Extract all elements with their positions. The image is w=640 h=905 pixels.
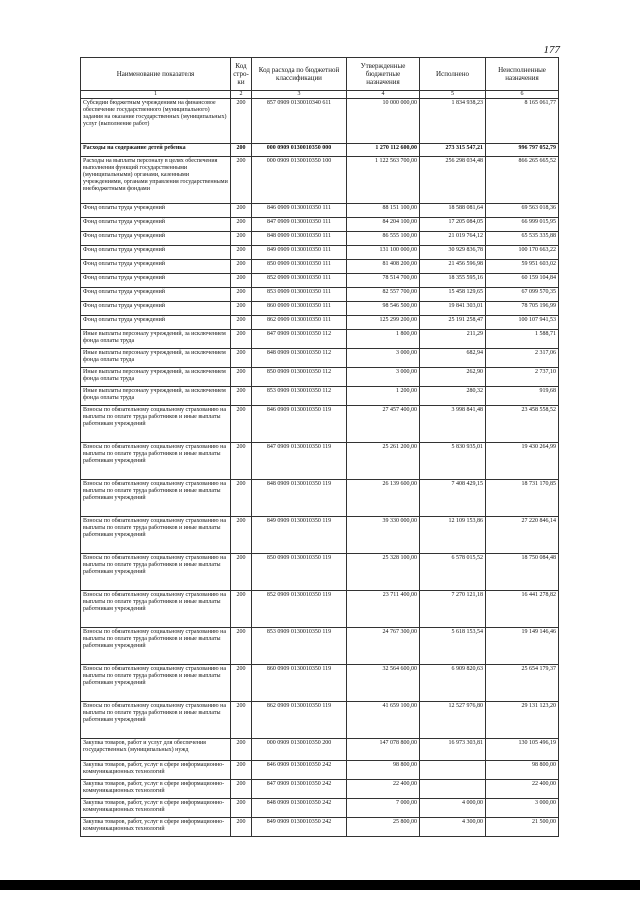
row-remaining-amount: 78 705 196,99 bbox=[486, 302, 559, 316]
row-budget-code: 847 0909 0130010350 112 bbox=[252, 330, 347, 349]
table-row bbox=[81, 246, 559, 260]
table-row bbox=[81, 702, 559, 739]
table-row bbox=[81, 232, 559, 246]
row-indicator-name: Закупка товаров, работ и услуг для обеспечения государственных (муниципальных) нужд bbox=[81, 739, 231, 761]
row-approved-amount: 125 299 200,00 bbox=[347, 316, 420, 330]
row-budget-code: 860 0909 0130010350 119 bbox=[252, 665, 347, 702]
row-remaining-amount: 22 400,00 bbox=[486, 780, 559, 799]
row-executed-amount: 273 315 547,21 bbox=[420, 144, 486, 157]
row-budget-code: 850 0909 0130010350 119 bbox=[252, 554, 347, 591]
row-budget-code: 853 0909 0130010350 112 bbox=[252, 387, 347, 406]
row-indicator-name: Фонд оплаты труда учреждений bbox=[81, 288, 231, 302]
row-executed-amount: 256 298 034,48 bbox=[420, 157, 486, 204]
row-budget-code: 848 0909 0130010350 119 bbox=[252, 480, 347, 517]
table-row bbox=[81, 288, 559, 302]
row-line-code: 200 bbox=[231, 288, 252, 302]
row-indicator-name: Фонд оплаты труда учреждений bbox=[81, 316, 231, 330]
row-remaining-amount: 919,68 bbox=[486, 387, 559, 406]
row-line-code: 200 bbox=[231, 665, 252, 702]
row-approved-amount: 3 000,00 bbox=[347, 349, 420, 368]
row-approved-amount: 98 800,00 bbox=[347, 761, 420, 780]
row-indicator-name: Взносы по обязательному социальному страхованию на выплаты по оплате труда работников и иные выплаты работникам учреждений bbox=[81, 406, 231, 443]
row-executed-amount: 3 998 841,48 bbox=[420, 406, 486, 443]
row-indicator-name: Фонд оплаты труда учреждений bbox=[81, 302, 231, 316]
row-executed-amount: 280,32 bbox=[420, 387, 486, 406]
row-budget-code: 847 0909 0130010350 111 bbox=[252, 218, 347, 232]
row-indicator-name: Фонд оплаты труда учреждений bbox=[81, 260, 231, 274]
column-number: 2 bbox=[231, 91, 252, 99]
row-line-code: 200 bbox=[231, 780, 252, 799]
row-executed-amount: 7 408 429,15 bbox=[420, 480, 486, 517]
row-line-code: 200 bbox=[231, 591, 252, 628]
row-approved-amount: 25 800,00 bbox=[347, 818, 420, 837]
row-line-code: 200 bbox=[231, 260, 252, 274]
row-indicator-name: Закупка товаров, работ, услуг в сфере информационно-коммуникационных технологий bbox=[81, 761, 231, 780]
row-indicator-name: Фонд оплаты труда учреждений bbox=[81, 218, 231, 232]
row-executed-amount: 12 527 976,80 bbox=[420, 702, 486, 739]
row-remaining-amount: 29 131 123,20 bbox=[486, 702, 559, 739]
row-approved-amount: 84 204 100,00 bbox=[347, 218, 420, 232]
row-remaining-amount: 19 430 264,99 bbox=[486, 443, 559, 480]
header-approved: Утвержденные бюджетные назначения bbox=[347, 58, 420, 91]
row-executed-amount: 17 205 084,05 bbox=[420, 218, 486, 232]
table-row bbox=[81, 330, 559, 349]
header-executed: Исполнено bbox=[420, 58, 486, 91]
table-row bbox=[81, 204, 559, 218]
row-remaining-amount: 100 170 663,22 bbox=[486, 246, 559, 260]
row-remaining-amount: 21 500,00 bbox=[486, 818, 559, 837]
row-line-code: 200 bbox=[231, 330, 252, 349]
row-approved-amount: 24 767 300,00 bbox=[347, 628, 420, 665]
row-line-code: 200 bbox=[231, 554, 252, 591]
row-executed-amount bbox=[420, 761, 486, 780]
row-remaining-amount: 16 441 278,82 bbox=[486, 591, 559, 628]
row-indicator-name: Расходы на выплаты персоналу в целях обеспечения выполнения функций государственными (муниципальными) органами, казенными учреждениями, органами управления государственными внебюджетными фондами bbox=[81, 157, 231, 204]
row-executed-amount: 21 456 596,98 bbox=[420, 260, 486, 274]
row-approved-amount: 86 555 100,00 bbox=[347, 232, 420, 246]
header-remaining: Неисполненные назначения bbox=[486, 58, 559, 91]
row-executed-amount: 5 618 153,54 bbox=[420, 628, 486, 665]
row-line-code: 200 bbox=[231, 739, 252, 761]
row-budget-code: 862 0909 0130010350 119 bbox=[252, 702, 347, 739]
header-line-code: Код стро-ки bbox=[231, 58, 252, 91]
row-budget-code: 852 0909 0130010350 111 bbox=[252, 274, 347, 288]
row-approved-amount: 1 122 563 700,00 bbox=[347, 157, 420, 204]
row-executed-amount: 5 830 935,01 bbox=[420, 443, 486, 480]
row-budget-code: 849 0909 0130010350 111 bbox=[252, 246, 347, 260]
row-indicator-name: Взносы по обязательному социальному страхованию на выплаты по оплате труда работников и иные выплаты работникам учреждений bbox=[81, 702, 231, 739]
row-line-code: 200 bbox=[231, 274, 252, 288]
row-executed-amount bbox=[420, 780, 486, 799]
row-budget-code: 847 0909 0130010350 119 bbox=[252, 443, 347, 480]
row-remaining-amount: 8 165 061,77 bbox=[486, 99, 559, 144]
row-indicator-name: Взносы по обязательному социальному страхованию на выплаты по оплате труда работников и иные выплаты работникам учреждений bbox=[81, 517, 231, 554]
row-approved-amount: 26 139 600,00 bbox=[347, 480, 420, 517]
table-row bbox=[81, 443, 559, 480]
row-approved-amount: 10 000 000,00 bbox=[347, 99, 420, 144]
row-approved-amount: 1 200,00 bbox=[347, 387, 420, 406]
row-remaining-amount: 98 800,00 bbox=[486, 761, 559, 780]
row-line-code: 200 bbox=[231, 368, 252, 387]
row-line-code: 200 bbox=[231, 628, 252, 665]
table-row bbox=[81, 628, 559, 665]
row-line-code: 200 bbox=[231, 232, 252, 246]
row-line-code: 200 bbox=[231, 761, 252, 780]
table-row bbox=[81, 218, 559, 232]
row-indicator-name: Субсидии бюджетным учреждениям на финансовое обеспечение государственного (муниципального) задания на оказание государственных (муниципальных) услуг (выполнение работ) bbox=[81, 99, 231, 144]
row-budget-code: 846 0909 0130010350 242 bbox=[252, 761, 347, 780]
row-indicator-name: Иные выплаты персоналу учреждений, за исключением фонда оплаты труда bbox=[81, 349, 231, 368]
row-approved-amount: 98 546 500,00 bbox=[347, 302, 420, 316]
row-indicator-name: Взносы по обязательному социальному страхованию на выплаты по оплате труда работников и иные выплаты работникам учреждений bbox=[81, 628, 231, 665]
row-line-code: 200 bbox=[231, 316, 252, 330]
row-indicator-name: Иные выплаты персоналу учреждений, за исключением фонда оплаты труда bbox=[81, 330, 231, 349]
row-approved-amount: 25 261 200,00 bbox=[347, 443, 420, 480]
row-remaining-amount: 3 000,00 bbox=[486, 799, 559, 818]
row-executed-amount: 211,29 bbox=[420, 330, 486, 349]
row-approved-amount: 81 408 200,00 bbox=[347, 260, 420, 274]
header-budget-code: Код расхода по бюджетной классификации bbox=[252, 58, 347, 91]
row-remaining-amount: 1 588,71 bbox=[486, 330, 559, 349]
row-indicator-name: Закупка товаров, работ, услуг в сфере информационно-коммуникационных технологий bbox=[81, 799, 231, 818]
table-row bbox=[81, 591, 559, 628]
row-approved-amount: 1 800,00 bbox=[347, 330, 420, 349]
row-budget-code: 848 0909 0130010350 242 bbox=[252, 799, 347, 818]
table-row bbox=[81, 387, 559, 406]
header-indicator-name: Наименование показателя bbox=[81, 58, 231, 91]
column-number: 3 bbox=[252, 91, 347, 99]
column-number-row bbox=[81, 91, 559, 99]
row-line-code: 200 bbox=[231, 246, 252, 260]
row-indicator-name: Фонд оплаты труда учреждений bbox=[81, 204, 231, 218]
row-line-code: 200 bbox=[231, 157, 252, 204]
page-number: 177 bbox=[543, 44, 560, 56]
row-executed-amount: 18 588 081,64 bbox=[420, 204, 486, 218]
row-budget-code: 848 0909 0130010350 111 bbox=[252, 232, 347, 246]
row-approved-amount: 25 328 100,00 bbox=[347, 554, 420, 591]
row-approved-amount: 78 514 700,00 bbox=[347, 274, 420, 288]
row-approved-amount: 27 457 400,00 bbox=[347, 406, 420, 443]
table-row bbox=[81, 780, 559, 799]
row-executed-amount: 21 019 764,12 bbox=[420, 232, 486, 246]
row-executed-amount: 4 300,00 bbox=[420, 818, 486, 837]
row-line-code: 200 bbox=[231, 99, 252, 144]
table-row bbox=[81, 157, 559, 204]
row-executed-amount: 19 841 303,01 bbox=[420, 302, 486, 316]
row-line-code: 200 bbox=[231, 204, 252, 218]
column-number: 6 bbox=[486, 91, 559, 99]
row-budget-code: 849 0909 0130010350 242 bbox=[252, 818, 347, 837]
row-budget-code: 862 0909 0130010350 111 bbox=[252, 316, 347, 330]
table-header-row bbox=[81, 58, 559, 91]
row-executed-amount: 1 834 938,23 bbox=[420, 99, 486, 144]
table-row bbox=[81, 302, 559, 316]
row-approved-amount: 39 330 000,00 bbox=[347, 517, 420, 554]
row-indicator-name: Взносы по обязательному социальному страхованию на выплаты по оплате труда работников и иные выплаты работникам учреждений bbox=[81, 443, 231, 480]
row-indicator-name: Закупка товаров, работ, услуг в сфере информационно-коммуникационных технологий bbox=[81, 818, 231, 837]
table-row bbox=[81, 554, 559, 591]
table-row bbox=[81, 260, 559, 274]
row-indicator-name: Фонд оплаты труда учреждений bbox=[81, 232, 231, 246]
row-executed-amount: 25 191 258,47 bbox=[420, 316, 486, 330]
table-row bbox=[81, 799, 559, 818]
table-row bbox=[81, 665, 559, 702]
row-budget-code: 848 0909 0130010350 112 bbox=[252, 349, 347, 368]
row-budget-code: 857 0909 0130010340 611 bbox=[252, 99, 347, 144]
table-row bbox=[81, 739, 559, 761]
row-budget-code: 847 0909 0130010350 242 bbox=[252, 780, 347, 799]
row-approved-amount: 82 557 700,00 bbox=[347, 288, 420, 302]
row-remaining-amount: 27 220 846,14 bbox=[486, 517, 559, 554]
row-budget-code: 000 0909 0130010350 200 bbox=[252, 739, 347, 761]
row-line-code: 200 bbox=[231, 302, 252, 316]
table-row bbox=[81, 349, 559, 368]
row-budget-code: 846 0909 0130010350 119 bbox=[252, 406, 347, 443]
row-executed-amount: 7 270 121,18 bbox=[420, 591, 486, 628]
column-number: 1 bbox=[81, 91, 231, 99]
row-budget-code: 846 0909 0130010350 111 bbox=[252, 204, 347, 218]
row-line-code: 200 bbox=[231, 218, 252, 232]
row-budget-code: 000 0909 0130010350 000 bbox=[252, 144, 347, 157]
row-executed-amount: 12 109 153,86 bbox=[420, 517, 486, 554]
row-approved-amount: 7 000,00 bbox=[347, 799, 420, 818]
row-remaining-amount: 23 458 558,52 bbox=[486, 406, 559, 443]
row-indicator-name: Фонд оплаты труда учреждений bbox=[81, 274, 231, 288]
table-row bbox=[81, 368, 559, 387]
table-row bbox=[81, 144, 559, 157]
row-budget-code: 853 0909 0130010350 119 bbox=[252, 628, 347, 665]
row-line-code: 200 bbox=[231, 349, 252, 368]
row-executed-amount: 262,90 bbox=[420, 368, 486, 387]
row-approved-amount: 88 151 100,00 bbox=[347, 204, 420, 218]
scan-edge-bar bbox=[0, 880, 640, 890]
row-executed-amount: 15 458 129,65 bbox=[420, 288, 486, 302]
table-row bbox=[81, 316, 559, 330]
row-indicator-name: Взносы по обязательному социальному страхованию на выплаты по оплате труда работников и иные выплаты работникам учреждений bbox=[81, 554, 231, 591]
row-indicator-name: Взносы по обязательному социальному страхованию на выплаты по оплате труда работников и иные выплаты работникам учреждений bbox=[81, 480, 231, 517]
row-approved-amount: 41 659 100,00 bbox=[347, 702, 420, 739]
row-budget-code: 853 0909 0130010350 111 bbox=[252, 288, 347, 302]
row-approved-amount: 131 100 000,00 bbox=[347, 246, 420, 260]
row-approved-amount: 1 270 112 600,00 bbox=[347, 144, 420, 157]
row-approved-amount: 147 078 800,00 bbox=[347, 739, 420, 761]
row-line-code: 200 bbox=[231, 387, 252, 406]
row-remaining-amount: 996 797 052,79 bbox=[486, 144, 559, 157]
table-row bbox=[81, 517, 559, 554]
budget-execution-table bbox=[80, 57, 559, 837]
row-executed-amount: 16 973 303,81 bbox=[420, 739, 486, 761]
row-remaining-amount: 18 750 084,48 bbox=[486, 554, 559, 591]
row-line-code: 200 bbox=[231, 818, 252, 837]
row-remaining-amount: 130 105 496,19 bbox=[486, 739, 559, 761]
table-row bbox=[81, 818, 559, 837]
row-remaining-amount: 866 265 665,52 bbox=[486, 157, 559, 204]
row-executed-amount: 4 000,00 bbox=[420, 799, 486, 818]
row-executed-amount: 18 355 595,16 bbox=[420, 274, 486, 288]
row-remaining-amount: 66 999 015,95 bbox=[486, 218, 559, 232]
row-line-code: 200 bbox=[231, 443, 252, 480]
row-executed-amount: 30 929 836,78 bbox=[420, 246, 486, 260]
row-executed-amount: 6 578 015,52 bbox=[420, 554, 486, 591]
row-budget-code: 852 0909 0130010350 119 bbox=[252, 591, 347, 628]
row-remaining-amount: 19 149 146,46 bbox=[486, 628, 559, 665]
row-remaining-amount: 2 317,06 bbox=[486, 349, 559, 368]
row-indicator-name: Расходы на содержание детей ребенка bbox=[81, 144, 231, 157]
table-row bbox=[81, 274, 559, 288]
column-number: 4 bbox=[347, 91, 420, 99]
row-executed-amount: 682,94 bbox=[420, 349, 486, 368]
row-budget-code: 850 0909 0130010350 112 bbox=[252, 368, 347, 387]
row-line-code: 200 bbox=[231, 517, 252, 554]
row-indicator-name: Взносы по обязательному социальному страхованию на выплаты по оплате труда работников и иные выплаты работникам учреждений bbox=[81, 591, 231, 628]
row-remaining-amount: 59 951 603,02 bbox=[486, 260, 559, 274]
row-line-code: 200 bbox=[231, 799, 252, 818]
row-budget-code: 850 0909 0130010350 111 bbox=[252, 260, 347, 274]
row-line-code: 200 bbox=[231, 702, 252, 739]
row-approved-amount: 32 564 600,00 bbox=[347, 665, 420, 702]
row-budget-code: 849 0909 0130010350 119 bbox=[252, 517, 347, 554]
row-remaining-amount: 100 107 941,53 bbox=[486, 316, 559, 330]
row-indicator-name: Взносы по обязательному социальному страхованию на выплаты по оплате труда работников и иные выплаты работникам учреждений bbox=[81, 665, 231, 702]
row-line-code: 200 bbox=[231, 406, 252, 443]
row-remaining-amount: 25 654 179,37 bbox=[486, 665, 559, 702]
row-approved-amount: 3 000,00 bbox=[347, 368, 420, 387]
table-body bbox=[81, 99, 559, 837]
column-number: 5 bbox=[420, 91, 486, 99]
table-row bbox=[81, 406, 559, 443]
table-row bbox=[81, 480, 559, 517]
row-remaining-amount: 67 099 570,35 bbox=[486, 288, 559, 302]
row-executed-amount: 6 909 820,63 bbox=[420, 665, 486, 702]
row-indicator-name: Закупка товаров, работ, услуг в сфере информационно-коммуникационных технологий bbox=[81, 780, 231, 799]
row-indicator-name: Иные выплаты персоналу учреждений, за исключением фонда оплаты труда bbox=[81, 387, 231, 406]
row-remaining-amount: 2 737,10 bbox=[486, 368, 559, 387]
row-budget-code: 000 0909 0130010350 100 bbox=[252, 157, 347, 204]
row-remaining-amount: 65 535 335,88 bbox=[486, 232, 559, 246]
row-remaining-amount: 69 563 018,36 bbox=[486, 204, 559, 218]
row-line-code: 200 bbox=[231, 480, 252, 517]
row-budget-code: 860 0909 0130010350 111 bbox=[252, 302, 347, 316]
table-row bbox=[81, 99, 559, 144]
row-remaining-amount: 18 731 170,85 bbox=[486, 480, 559, 517]
row-line-code: 200 bbox=[231, 144, 252, 157]
table-row bbox=[81, 761, 559, 780]
row-approved-amount: 22 400,00 bbox=[347, 780, 420, 799]
row-indicator-name: Фонд оплаты труда учреждений bbox=[81, 246, 231, 260]
row-remaining-amount: 60 159 104,84 bbox=[486, 274, 559, 288]
row-indicator-name: Иные выплаты персоналу учреждений, за исключением фонда оплаты труда bbox=[81, 368, 231, 387]
row-approved-amount: 23 711 400,00 bbox=[347, 591, 420, 628]
